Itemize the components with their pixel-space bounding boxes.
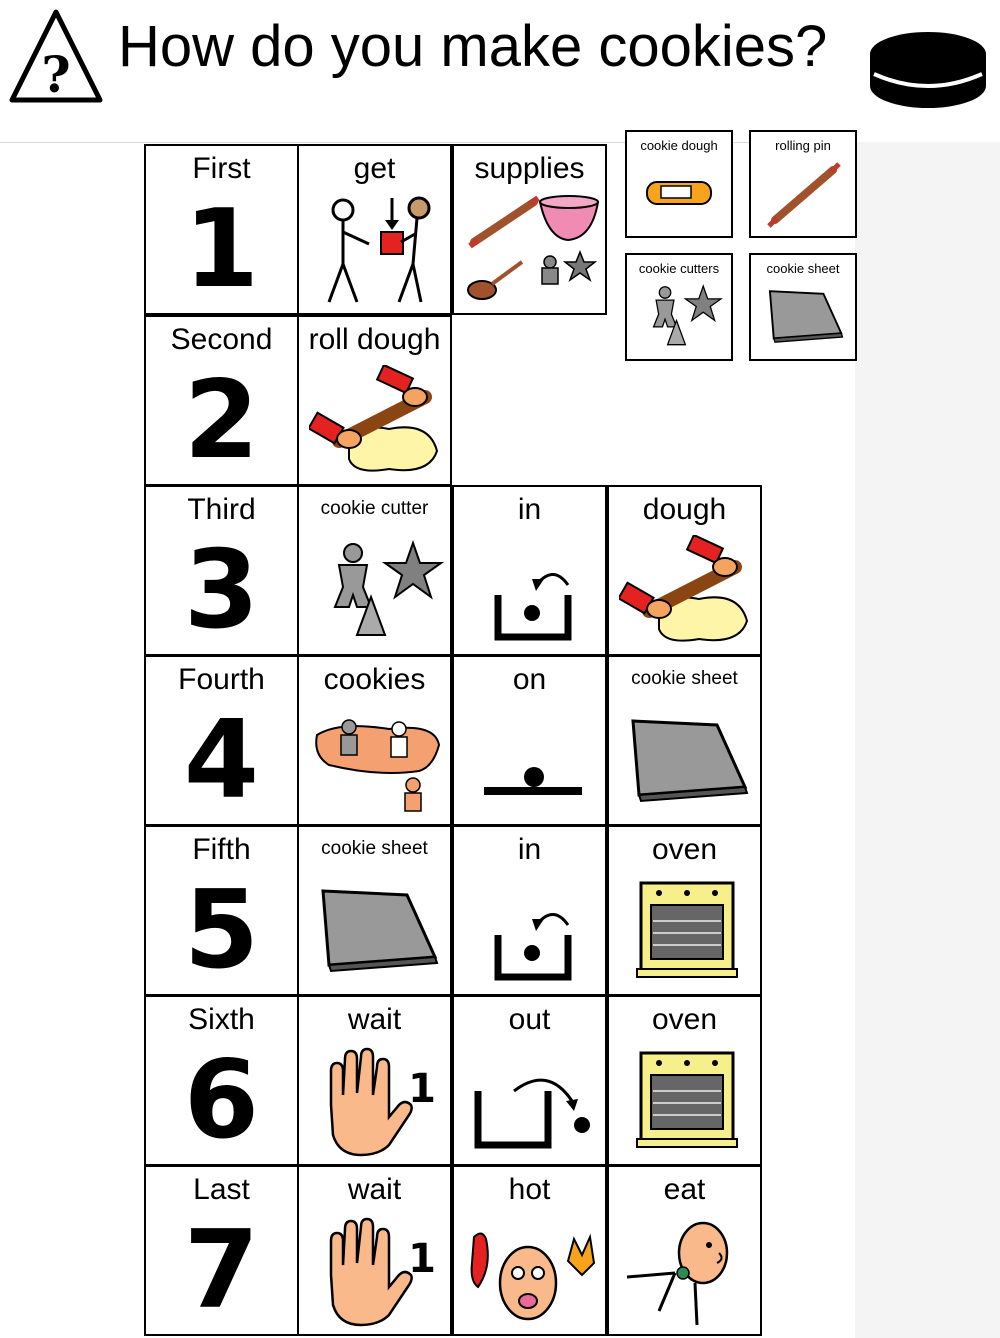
supply-card (625, 253, 733, 361)
symbol-cell (297, 655, 452, 826)
symbol-cell (607, 1165, 762, 1336)
in-icon (464, 535, 599, 650)
symbol-label: supplies (474, 152, 585, 185)
cookie-cutters-icon (309, 535, 444, 650)
symbol-label: cookie cutter (320, 498, 429, 519)
wait-count-badge: 1 (408, 1236, 436, 1282)
symbol-label: cookie sheet (631, 668, 738, 689)
cookies-icon (309, 705, 444, 820)
step-number-cell (144, 825, 299, 996)
symbol-cell (607, 655, 762, 826)
out-icon (464, 1045, 599, 1160)
symbol-cell (452, 995, 607, 1166)
step-ordinal-label: Third (187, 493, 256, 526)
svg-text:?: ? (41, 45, 71, 104)
supply-label: cookie cutters (638, 261, 720, 276)
hot-icon (464, 1215, 599, 1330)
step-ordinal-label: Second (170, 323, 273, 356)
step-number-cell (144, 144, 299, 315)
symbol-cell (452, 655, 607, 826)
symbol-cell (452, 485, 607, 656)
supply-card (625, 130, 733, 238)
step-number-cell (144, 655, 299, 826)
step-number: 7 (183, 1208, 260, 1333)
roll-dough-icon (619, 535, 754, 650)
symbol-cell (607, 485, 762, 656)
step-ordinal-label: Sixth (188, 1003, 255, 1036)
symbol-label: get (353, 152, 396, 185)
symbol-label: out (508, 1003, 551, 1036)
symbol-label: oven (651, 833, 718, 866)
symbol-cell (452, 144, 607, 315)
symbol-label: hot (508, 1173, 551, 1206)
symbol-label: oven (651, 1003, 718, 1036)
supply-label: rolling pin (775, 138, 831, 153)
symbol-cell (297, 144, 452, 315)
get-icon (309, 194, 444, 309)
symbol-label: roll dough (308, 323, 441, 356)
step-ordinal-label: Fourth (178, 663, 265, 696)
cookie-dough-icon (637, 158, 723, 234)
header (0, 0, 1000, 143)
step-number: 1 (183, 187, 260, 312)
supply-label: cookie dough (640, 138, 718, 153)
step-number: 2 (183, 358, 260, 483)
cookie-sheet-icon (309, 875, 444, 990)
eat-icon (619, 1215, 754, 1330)
supplies-icon (464, 194, 599, 309)
symbol-cell (452, 1165, 607, 1336)
oven-icon (619, 875, 754, 990)
supply-card (749, 253, 857, 361)
symbol-label: on (512, 663, 547, 696)
step-ordinal-label: First (192, 152, 251, 185)
supply-card (749, 130, 857, 238)
step-number-cell (144, 995, 299, 1166)
in-icon (464, 875, 599, 990)
cookie-cutters-icon (637, 281, 723, 357)
oven-icon (619, 1045, 754, 1160)
on-icon (464, 705, 599, 820)
rolling-pin-icon (761, 158, 847, 234)
cookie-icon (864, 24, 992, 116)
step-number-cell (144, 315, 299, 486)
question-icon (8, 8, 104, 104)
page-margin (855, 142, 1000, 1338)
step-number-cell (144, 485, 299, 656)
cookie-sheet-icon (761, 281, 847, 357)
step-ordinal-label: Fifth (192, 833, 251, 866)
symbol-cell (607, 825, 762, 996)
step-number: 5 (183, 868, 260, 993)
step-ordinal-label: Last (193, 1173, 250, 1206)
symbol-cell (607, 995, 762, 1166)
step-number-cell (144, 1165, 299, 1336)
supply-label: cookie sheet (766, 261, 840, 276)
symbol-label: wait (347, 1173, 402, 1206)
symbol-cell (452, 825, 607, 996)
symbol-label: cookies (323, 663, 426, 696)
symbol-cell (297, 825, 452, 996)
symbol-cell (297, 995, 452, 1166)
symbol-label: in (517, 833, 542, 866)
page-title: How do you make cookies? (118, 14, 828, 79)
symbol-label: cookie sheet (321, 838, 428, 859)
symbol-cell (297, 315, 452, 486)
symbol-label: eat (663, 1173, 706, 1206)
symbol-label: dough (642, 493, 727, 526)
step-number: 4 (183, 698, 260, 823)
symbol-cell (297, 485, 452, 656)
cookie-sheet-icon (619, 705, 754, 820)
step-number: 6 (183, 1038, 260, 1163)
step-number: 3 (183, 528, 260, 653)
symbol-label: wait (347, 1003, 402, 1036)
roll-dough-icon (309, 365, 444, 480)
symbol-cell (297, 1165, 452, 1336)
wait-count-badge: 1 (408, 1066, 436, 1112)
symbol-label: in (517, 493, 542, 526)
